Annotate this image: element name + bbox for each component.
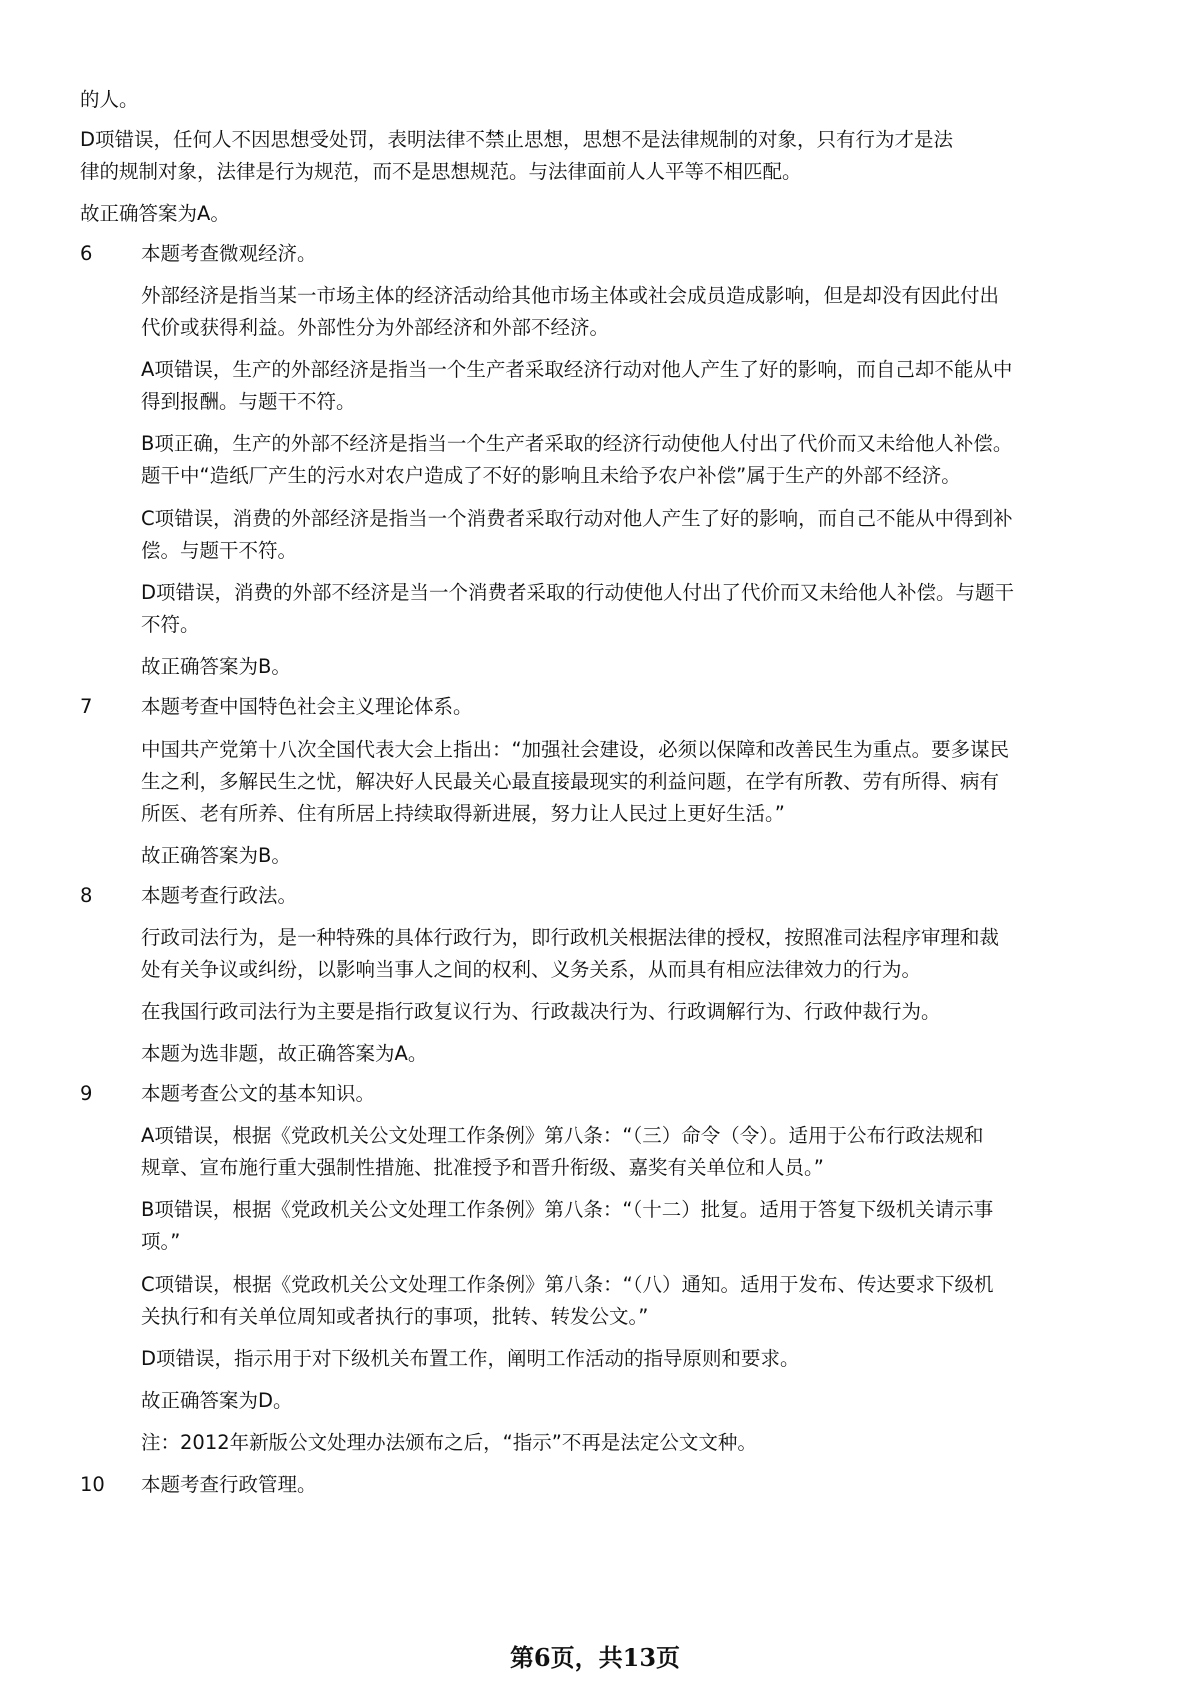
question-title: 本题考查中国特色社会主义理论体系。 — [141, 695, 473, 718]
question-number: 7 — [80, 695, 93, 718]
question-number: 8 — [80, 884, 93, 907]
paragraph-line: 代价或获得利益。外部性分为外部经济和外部不经济。 — [141, 316, 610, 339]
paragraph-line: 项。” — [141, 1230, 181, 1253]
paragraph-line: B项正确，生产的外部不经济是指当一个生产者采取的经济行动使他人付出了代价而又未给他人补偿。 — [141, 432, 1013, 455]
answer-line: 故正确答案为D。 — [141, 1389, 293, 1412]
question-number: 9 — [80, 1082, 93, 1105]
paragraph-line: 外部经济是指当某一市场主体的经济活动给其他市场主体或社会成员造成影响，但是却没有因此付出 — [141, 284, 1000, 307]
question-title: 本题考查微观经济。 — [141, 242, 317, 265]
answer-line: 故正确答案为A。 — [80, 202, 230, 225]
paragraph-line: 不符。 — [141, 613, 200, 636]
paragraph-line: 行政司法行为，是一种特殊的具体行政行为，即行政机关根据法律的授权，按照准司法程序审理和裁 — [141, 926, 1000, 949]
paragraph-line: 处有关争议或纠纷，以影响当事人之间的权利、义务关系，从而具有相应法律效力的行为。 — [141, 958, 922, 981]
paragraph-line: 偿。与题干不符。 — [141, 539, 298, 562]
answer-line: 故正确答案为B。 — [141, 844, 291, 867]
paragraph-line: 得到报酬。与题干不符。 — [141, 390, 356, 413]
paragraph-line: 律的规制对象，法律是行为规范，而不是思想规范。与法律面前人人平等不相匹配。 — [80, 160, 802, 183]
paragraph-line: 的人。 — [80, 88, 139, 111]
paragraph-line: 关执行和有关单位周知或者执行的事项，批转、转发公文。” — [141, 1305, 649, 1328]
question-number: 10 — [80, 1473, 105, 1496]
paragraph-line: B项错误，根据《党政机关公文处理工作条例》第八条：“（十二）批复。适用于答复下级机关请示事 — [141, 1198, 994, 1221]
paragraph-line: D项错误，任何人不因思想受处罚，表明法律不禁止思想，思想不是法律规制的对象，只有行为才是法 — [80, 128, 954, 151]
question-title: 本题考查行政法。 — [141, 884, 298, 907]
paragraph-line: A项错误，根据《党政机关公文处理工作条例》第八条：“（三）命令（令）。适用于公布行政法规和 — [141, 1124, 984, 1147]
paragraph-line: 在我国行政司法行为主要是指行政复议行为、行政裁决行为、行政调解行为、行政仲裁行为。 — [141, 1000, 941, 1023]
paragraph-line: 生之利，多解民生之忧，解决好人民最关心最直接最现实的利益问题，在学有所教、劳有所得、病有 — [141, 770, 1000, 793]
paragraph-line: A项错误，生产的外部经济是指当一个生产者采取经济行动对他人产生了好的影响，而自己却不能从中 — [141, 358, 1013, 381]
answer-line: 故正确答案为B。 — [141, 655, 291, 678]
paragraph-line: D项错误，消费的外部不经济是当一个消费者采取的行动使他人付出了代价而又未给他人补偿。与题干 — [141, 581, 1015, 604]
paragraph-line: 所医、老有所养、住有所居上持续取得新进展，努力让人民过上更好生活。” — [141, 802, 785, 825]
note-line: 注：2012年新版公文处理办法颁布之后，“指示”不再是法定公文文种。 — [141, 1431, 757, 1454]
question-title: 本题考查公文的基本知识。 — [141, 1082, 376, 1105]
question-title: 本题考查行政管理。 — [141, 1473, 317, 1496]
page-footer: 第6页，共13页 — [509, 1643, 681, 1672]
question-number: 6 — [80, 242, 93, 265]
paragraph-line: 规章、宣布施行重大强制性措施、批准授予和晋升衔级、嘉奖有关单位和人员。” — [141, 1156, 824, 1179]
paragraph-line: D项错误，指示用于对下级机关布置工作，阐明工作活动的指导原则和要求。 — [141, 1347, 800, 1370]
paragraph-line: 中国共产党第十八次全国代表大会上指出：“加强社会建设，必须以保障和改善民生为重点。要多谋民 — [141, 738, 1010, 761]
paragraph-line: C项错误，根据《党政机关公文处理工作条例》第八条：“（八）通知。适用于发布、传达要求下级机 — [141, 1273, 994, 1296]
answer-line: 本题为选非题，故正确答案为A。 — [141, 1042, 428, 1065]
paragraph-line: C项错误，消费的外部经济是指当一个消费者采取行动对他人产生了好的影响，而自己不能从中得到补 — [141, 507, 1013, 530]
paragraph-line: 题干中“造纸厂产生的污水对农户造成了不好的影响且未给予农户补偿”属于生产的外部不经济。 — [141, 464, 961, 487]
